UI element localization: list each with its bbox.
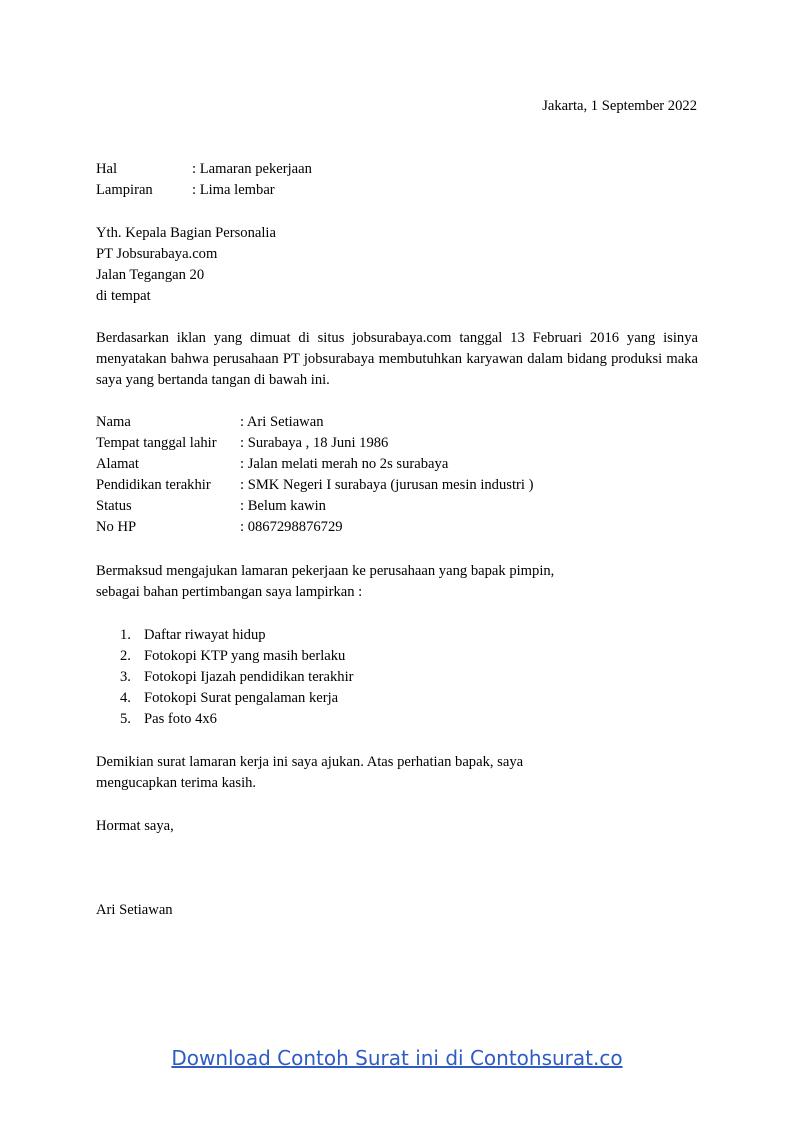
attachments-list (96, 625, 698, 730)
subject-hal-row (96, 159, 698, 180)
pendidikan-value: : SMK Negeri I surabaya (jurusan mesin industri ) (240, 477, 534, 493)
status-label: Status (96, 498, 132, 514)
subject-lampiran-row (96, 180, 698, 201)
nama-value: : Ari Setiawan (240, 414, 324, 430)
nama-label: Nama (96, 414, 131, 430)
hp-label: No HP (96, 519, 137, 535)
hp-value: : 0867298876729 (240, 519, 343, 535)
letter-date: Jakarta, 1 September 2022 (542, 98, 697, 114)
list-item-text: Daftar riwayat hidup (144, 627, 266, 643)
list-item-text: Fotokopi KTP yang masih berlaku (144, 648, 346, 664)
download-link[interactable]: Download Contoh Surat ini di Contohsurat.co (171, 1046, 623, 1070)
alamat-value: : Jalan melati merah no 2s surabaya (240, 456, 449, 472)
purpose-paragraph (96, 561, 698, 603)
closing-paragraph (96, 752, 698, 794)
list-item (96, 667, 698, 688)
applicant-row-pendidikan (96, 475, 698, 496)
applicant-row-nama (96, 412, 698, 433)
list-item-number: 3. (120, 669, 131, 685)
purpose-line-2: sebagai bahan pertimbangan saya lampirkan : (96, 584, 363, 600)
recipient-line-company: PT Jobsurabaya.com (96, 246, 218, 262)
list-item (96, 625, 698, 646)
list-item-number: 2. (120, 648, 131, 664)
list-item (96, 709, 698, 730)
hal-value: : Lamaran pekerjaan (192, 161, 312, 177)
list-item (96, 688, 698, 709)
purpose-line-1: Bermaksud mengajukan lamaran pekerjaan ke perusahaan yang bapak pimpin, (96, 563, 555, 579)
applicant-details (96, 412, 698, 538)
list-item (96, 646, 698, 667)
ttl-label: Tempat tanggal lahir (96, 435, 217, 451)
closing-line-2: mengucapkan terima kasih. (96, 775, 257, 791)
recipient-line-street: Jalan Tegangan 20 (96, 267, 205, 283)
list-item-number: 4. (120, 690, 131, 706)
intro-paragraph: Berdasarkan iklan yang dimuat di situs jobsurabaya.com tanggal 13 Februari 2016 yang isinya menyatakan bahwa perusahaan PT jobsurabaya membutuhkan karyawan dalam bidang produksi maka saya yang bertanda tangan di bawah ini. (96, 330, 698, 388)
list-item-text: Fotokopi Surat pengalaman kerja (144, 690, 339, 706)
pendidikan-label: Pendidikan terakhir (96, 477, 211, 493)
lampiran-label: Lampiran (96, 182, 153, 198)
list-item-text: Pas foto 4x6 (144, 711, 217, 727)
recipient-line-title: Yth. Kepala Bagian Personalia (96, 225, 276, 241)
hal-label: Hal (96, 161, 118, 177)
applicant-row-ttl (96, 433, 698, 454)
closing-line-1: Demikian surat lamaran kerja ini saya ajukan. Atas perhatian bapak, saya (96, 754, 524, 770)
regards: Hormat saya, (96, 818, 174, 834)
applicant-row-hp (96, 517, 698, 538)
list-item-number: 5. (120, 711, 131, 727)
lampiran-value: : Lima lembar (192, 182, 275, 198)
applicant-row-alamat (96, 454, 698, 475)
recipient-line-place: di tempat (96, 288, 151, 304)
alamat-label: Alamat (96, 456, 139, 472)
ttl-value: : Surabaya , 18 Juni 1986 (240, 435, 389, 451)
status-value: : Belum kawin (240, 498, 326, 514)
subject-block (96, 159, 698, 201)
signature-name: Ari Setiawan (96, 902, 173, 918)
recipient-block (96, 223, 698, 307)
list-item-text: Fotokopi Ijazah pendidikan terakhir (144, 669, 354, 685)
applicant-row-status (96, 496, 698, 517)
list-item-number: 1. (120, 627, 131, 643)
